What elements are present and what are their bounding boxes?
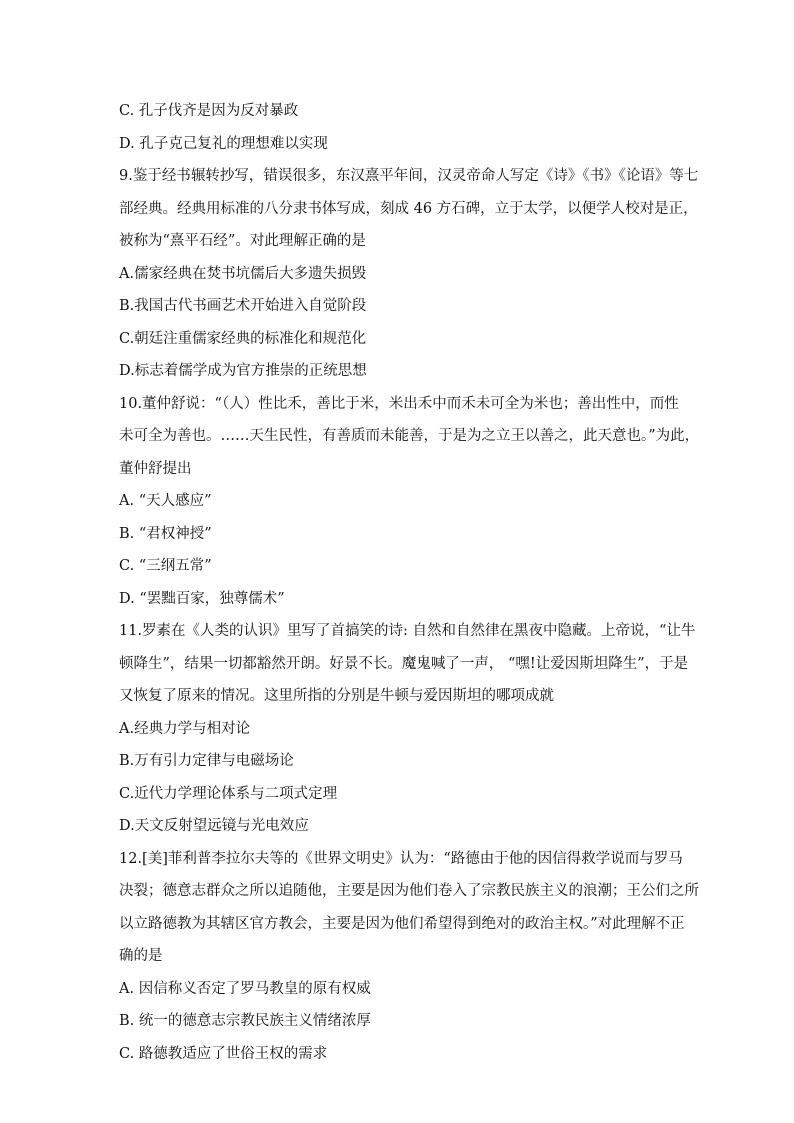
- q12-stem-line: 决裂；德意志群众之所以追随他，主要是因为他们卷入了宗教民族主义的浪潮；王公们之所: [119, 883, 699, 899]
- q9-option-a: A.儒家经典在焚书坑儒后大多遗失损毁: [119, 265, 367, 282]
- q11-option-d: D.天文反射望远镜与光电效应: [119, 818, 309, 834]
- q9-option-c: C.朝廷注重儒家经典的标准化和规范化: [119, 330, 367, 347]
- q10-stem-line: 董仲舒提出: [119, 460, 192, 477]
- q10-option-c: C. “三纲五常”: [119, 558, 212, 574]
- q8-option-d: D. 孔子克己复礼的理想难以实现: [119, 135, 328, 152]
- q12-option-b: B. 统一的德意志宗教民族主义情绪浓厚: [119, 1013, 371, 1029]
- q11-stem-line: 11.罗素在《人类的认识》里写了首搞笑的诗: 自然和自然律在黑夜中隐藏。上帝说，“让牛: [119, 623, 696, 639]
- q11-stem-line: 顿降生”，结果一切都豁然开朗。好景不长。魔鬼喊了一声， “嘿!让爱因斯坦降生”，于是: [119, 655, 689, 672]
- q8-option-c: C. 孔子伐齐是因为反对暴政: [119, 103, 299, 119]
- q12-option-a: A. 因信称义否定了罗马教皇的原有权威: [119, 980, 371, 997]
- q12-stem: [119, 843, 699, 973]
- q12-stem-line: 以立路德教为其辖区官方教会，主要是因为他们希望得到绝对的政治主权。”对此理解不正: [119, 915, 685, 932]
- q10-option-a: A. “天人感应”: [119, 493, 212, 509]
- q10-stem-line: 未可全为善也。……天生民性，有善质而未能善，于是为之立王以善之，此天意也。”为此，: [119, 428, 700, 444]
- q11-option-c: C.近代力学理论体系与二项式定理: [119, 785, 338, 802]
- q10-stem: [119, 388, 700, 486]
- q9-option-d: D.标志着儒学成为官方推崇的正统思想: [119, 363, 367, 379]
- q11-stem: [119, 615, 696, 713]
- q10-option-d: D. “罢黜百家，独尊儒术”: [119, 590, 285, 607]
- q12-stem-line: 12.[美]菲利普李拉尔夫等的《世界文明史》认为：“路德由于他的因信得救学说而与罗马: [119, 850, 683, 867]
- q9-stem-line: 被称为“熹平石经”。对此理解正确的是: [119, 233, 366, 249]
- q10-stem-line: 10.董仲舒说：“（人）性比禾，善比于米，米出禾中而禾未可全为米也；善出性中，而性: [119, 395, 679, 412]
- q11-stem-line: 又恢复了原来的情况。这里所指的分别是牛顿与爱因斯坦的哪项成就: [119, 688, 554, 704]
- q11-option-b: B.万有引力定律与电磁场论: [119, 753, 294, 769]
- q11-option-a: A.经典力学与相对论: [119, 720, 251, 737]
- q10-option-b: B. “君权神授”: [119, 525, 212, 542]
- q9-option-b: B.我国古代书画艺术开始进入自觉阶段: [119, 298, 367, 314]
- q12-stem-line: 确的是: [119, 948, 163, 964]
- q9-stem-line: 部经典。经典用标准的八分隶书体写成，刻成 46 方石碑，立于太学，以便学人校对是正，: [119, 200, 698, 217]
- q12-option-c: C. 路德教适应了世俗王权的需求: [119, 1045, 328, 1062]
- q9-stem: [119, 160, 699, 258]
- q9-stem-line: 9.鉴于经书辗转抄写，错误很多，东汉熹平年间，汉灵帝命人写定《诗》《书》《论语》等七: [119, 168, 699, 184]
